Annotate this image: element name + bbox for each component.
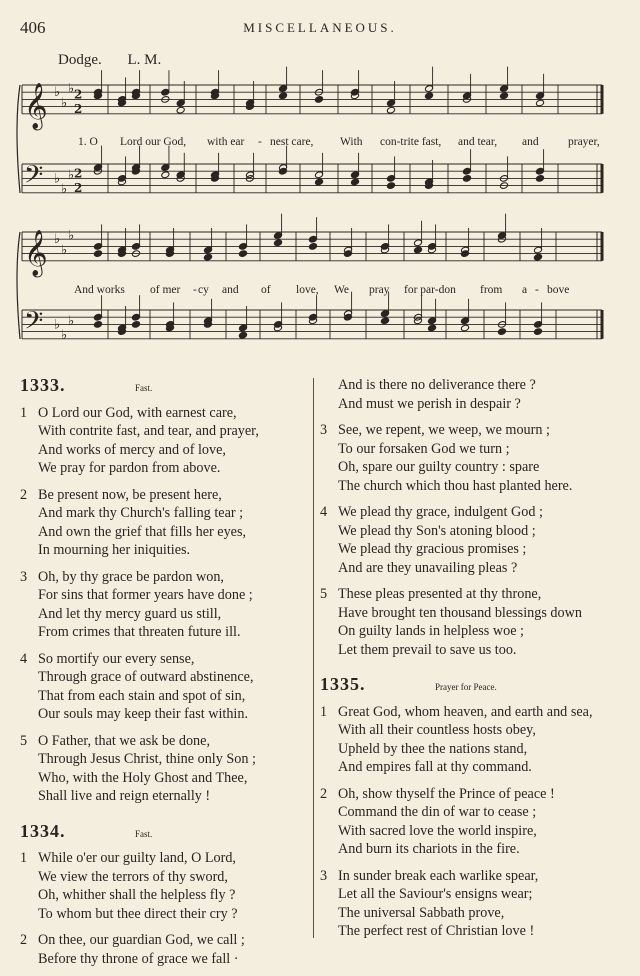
note-head: [351, 178, 360, 186]
verse-text: Great God, whom heaven, and earth and sea,: [338, 703, 593, 720]
lyric-syllable: -: [193, 284, 197, 296]
stanza-line: And burn its chariots in the fire.: [338, 841, 520, 857]
note-head: [239, 331, 248, 339]
stanza-line: Command the din of war to cease ;: [338, 804, 537, 820]
stanza-line: [320, 503, 620, 522]
stanza-line: [320, 703, 620, 722]
note-head: [534, 253, 543, 261]
lyric-syllable: and: [522, 136, 539, 148]
note-head: [387, 175, 396, 183]
hymn-number: 1333.: [20, 375, 66, 395]
note-head: [500, 92, 509, 100]
note-head: [425, 85, 434, 93]
lyric-syllable: prayer,: [568, 136, 600, 148]
running-head: MISCELLANEOUS.: [243, 20, 397, 35]
note-head: [387, 182, 396, 190]
stanza-line: [20, 568, 310, 587]
stanza-line: Through grace of outward abstinence,: [38, 669, 254, 685]
hymn-topic: Fast.: [135, 383, 153, 393]
stanza-line: With all their countless hosts obey,: [338, 722, 536, 738]
stanza-line: We plead thy gracious promises ;: [338, 541, 527, 557]
note-head: [204, 246, 213, 254]
stanza-line: [20, 650, 310, 669]
stanza: [320, 867, 620, 941]
time-signature-top: 2: [74, 166, 83, 181]
flat-sign: ♭: [61, 96, 68, 111]
stanza-line: The universal Sabbath prove,: [338, 904, 505, 921]
hymn-header: [20, 822, 310, 844]
note-head: [534, 328, 543, 336]
bass-clef: 𝄢: [24, 160, 44, 196]
stanza-line: We plead thy Son's atoning blood ;: [338, 522, 536, 539]
stanza-line: [320, 585, 620, 604]
lyric-syllable: con-trite fast,: [380, 136, 442, 148]
stanza-line: Shall live and reign eternally !: [38, 788, 211, 804]
flat-sign: ♭: [61, 182, 68, 198]
stanza-line: [20, 404, 310, 423]
bass-clef: 𝄢: [24, 306, 44, 342]
lyric-syllable: With: [340, 136, 363, 148]
stanza-line: Have brought ten thousand blessings down: [338, 604, 582, 621]
hymn-number: 1334.: [20, 820, 66, 841]
verse-number: 2: [320, 785, 328, 802]
note-head: [176, 99, 185, 107]
hymn-topic: Fast.: [135, 828, 153, 839]
stanza-line: And must we perish in despair ?: [338, 395, 521, 412]
note-head: [132, 321, 141, 329]
stanza-line: Our souls may keep their fast within.: [38, 706, 249, 722]
note-head: [94, 321, 103, 329]
verse-number: 5: [20, 732, 28, 749]
verse-text: So mortify our every sense,: [38, 650, 195, 667]
stanza-line: For sins that former years have done ;: [38, 587, 253, 603]
lyric-syllable: bove: [547, 284, 570, 296]
note-head: [309, 235, 318, 243]
stanza-line: [20, 486, 310, 505]
note-head: [94, 250, 103, 258]
stanza: [320, 703, 620, 777]
lyric-syllable: of mer: [150, 284, 181, 296]
verse-text: We plead thy grace, indulgent God ;: [338, 504, 543, 520]
stanza-line: That from each stain and spot of sin,: [38, 687, 246, 704]
verse-number: 3: [20, 568, 28, 585]
verse-text: On thee, our guardian God, we call ;: [38, 932, 245, 948]
note-head: [94, 243, 103, 251]
flat-sign: ♭: [68, 313, 75, 329]
lyric-syllable: -: [258, 136, 262, 148]
stanza-line: From crimes that threaten future ill.: [38, 624, 241, 640]
stanza: [20, 650, 310, 724]
stanza: [20, 849, 310, 923]
lyric-syllable: pray: [369, 284, 390, 296]
verse-text: While o'er our guilty land, O Lord,: [38, 850, 236, 866]
verse-text: Be present now, be present here,: [38, 486, 222, 503]
note-head: [387, 106, 396, 114]
time-signature-bottom: 2: [74, 101, 83, 116]
verse-text: Oh, show thyself the Prince of peace !: [338, 785, 555, 802]
note-head: [534, 321, 543, 329]
stanza-line: [20, 849, 310, 868]
note-head: [132, 313, 141, 321]
note-head: [239, 250, 248, 258]
note-head: [428, 324, 437, 332]
time-signature-top: 2: [74, 87, 83, 102]
lyric-syllable: cy: [198, 284, 209, 296]
verse-number: 2: [20, 486, 28, 503]
lyric-syllable: nest care,: [270, 136, 314, 148]
note-head: [279, 85, 288, 93]
lyric-syllable: Lord our God,: [120, 136, 187, 148]
flat-sign: ♭: [54, 317, 61, 333]
note-head: [274, 239, 283, 247]
note-head: [536, 167, 545, 175]
stanza-line: To whom but thee direct their cry ?: [38, 905, 238, 922]
system-brace: [17, 232, 20, 339]
stanza: [320, 503, 620, 577]
note-head: [387, 99, 396, 107]
left-column: [20, 376, 310, 976]
stanza-line: [320, 421, 620, 440]
note-head: [536, 92, 545, 100]
flat-sign: ♭: [68, 81, 75, 97]
stanza-line: Upheld by thee the nations stand,: [338, 740, 528, 757]
stanza: [320, 421, 620, 495]
verse-number: 4: [20, 650, 28, 667]
stanza-line: And let thy mercy guard us still,: [38, 605, 222, 622]
stanza-line: With contrite fast, and tear, and prayer,: [38, 423, 259, 439]
verse-number: 1: [20, 850, 28, 866]
treble-clef: 𝄞: [24, 229, 48, 276]
note-head: [309, 243, 318, 251]
stanza-line: [320, 867, 620, 886]
flat-sign: ♭: [61, 243, 68, 258]
note-head: [381, 310, 390, 318]
stanza-continued: [320, 376, 620, 413]
note-head: [498, 328, 507, 336]
lyric-syllable: love,: [296, 284, 319, 296]
lyric-syllable: We: [334, 284, 350, 296]
verse-number: 3: [320, 867, 328, 884]
stanza-line: And is there no deliverance there ?: [338, 377, 536, 393]
note-head: [536, 175, 545, 183]
flat-sign: ♭: [68, 167, 75, 183]
stanza: [20, 486, 310, 560]
lyric-syllable: and: [222, 284, 239, 296]
verse-number: 3: [320, 422, 328, 438]
lyric-syllable: of: [261, 284, 271, 296]
stanza: [320, 585, 620, 659]
stanza-line: Who, with the Holy Ghost and Thee,: [38, 769, 248, 786]
stanza-line: And works of mercy and of love,: [38, 441, 226, 458]
note-head: [176, 106, 185, 114]
tune-meter: L. M.: [127, 52, 162, 68]
note-head: [239, 324, 248, 332]
verse-text: In sunder break each warlike spear,: [338, 867, 539, 884]
verse-number: 4: [320, 504, 328, 520]
note-head: [161, 88, 170, 96]
note-head: [428, 317, 437, 325]
verse-text: O Father, that we ask be done,: [38, 732, 210, 749]
note-head: [161, 164, 170, 172]
note-head: [279, 92, 288, 100]
flat-sign: ♭: [54, 171, 61, 187]
tune-name: Dodge.: [58, 52, 102, 68]
stanza-line: [20, 931, 310, 950]
hymn-topic: Prayer for Peace.: [435, 682, 497, 692]
note-head: [414, 239, 423, 247]
stanza: [20, 931, 310, 968]
note-head: [536, 99, 545, 107]
lyric-syllable: -: [535, 284, 539, 296]
verse-number: 2: [20, 932, 28, 948]
note-head: [94, 313, 103, 321]
lyric-syllable: for par-don: [404, 284, 456, 296]
lyric-syllable: And works: [74, 284, 125, 296]
flat-sign: ♭: [54, 232, 61, 248]
note-head: [463, 167, 472, 175]
note-head: [500, 85, 509, 93]
hymn-number: 1335.: [320, 674, 366, 694]
stanza-line: The perfect rest of Christian love !: [338, 923, 535, 939]
stanza-line: We pray for pardon from above.: [38, 460, 221, 476]
stanza: [20, 568, 310, 642]
hymn-header: [320, 675, 620, 697]
stanza-line: With sacred love the world inspire,: [338, 822, 537, 839]
note-head: [461, 324, 470, 332]
stanza-line: Let them prevail to save us too.: [338, 641, 517, 658]
verse-number: 1: [320, 703, 328, 720]
verse-text: Oh, by thy grace be pardon won,: [38, 568, 224, 585]
stanza: [20, 732, 310, 806]
note-head: [274, 232, 283, 240]
system-brace: [17, 85, 20, 193]
note-head: [315, 96, 324, 104]
note-head: [315, 178, 324, 186]
flat-sign: ♭: [54, 85, 61, 101]
verse-text: These pleas presented at thy throne,: [338, 586, 542, 602]
stanza-line: On guilty lands in helpless woe ;: [338, 623, 524, 639]
stanza: [20, 404, 310, 478]
note-head: [132, 243, 141, 251]
note-head: [414, 246, 423, 254]
right-column: [320, 376, 620, 949]
note-head: [315, 171, 324, 179]
stanza-line: Before thy throne of grace we fall ·: [38, 950, 239, 967]
flat-sign: ♭: [68, 228, 75, 244]
note-head: [351, 171, 360, 179]
stanza-line: We view the terrors of thy sword,: [38, 868, 228, 885]
stanza-line: To our forsaken God we turn ;: [338, 440, 510, 457]
verse-number: 1: [20, 404, 28, 421]
lyric-syllable: a: [522, 284, 528, 296]
note-head: [161, 171, 170, 179]
stanza-line: In mourning her iniquities.: [38, 542, 191, 558]
stanza: [320, 785, 620, 859]
verse-text: See, we repent, we weep, we mourn ;: [338, 422, 550, 438]
treble-clef: 𝄞: [24, 82, 48, 129]
lyric-syllable: 1. O: [78, 136, 98, 148]
stanza-line: And are they unavailing pleas ?: [338, 559, 518, 576]
stanza-line: Oh, whither shall the helpless fly ?: [38, 887, 236, 903]
stanza-line: And mark thy Church's falling tear ;: [38, 505, 244, 521]
note-head: [461, 317, 470, 325]
hymn-header: [20, 376, 310, 398]
stanza-line: Let all the Saviour's ensigns wear;: [338, 886, 533, 902]
stanza-line: And own the grief that fills her eyes,: [38, 523, 247, 540]
lyric-syllable: from: [480, 284, 503, 296]
note-head: [204, 253, 213, 261]
stanza-line: [20, 732, 310, 751]
stanza-line: The church which thou hast planted here.: [338, 477, 573, 494]
music-score: [0, 0, 640, 370]
lyric-syllable: and tear,: [458, 136, 498, 148]
column-divider: [313, 378, 314, 938]
stanza-line: And empires fall at thy command.: [338, 759, 532, 775]
note-head: [381, 317, 390, 325]
lyric-syllable: with ear: [207, 136, 245, 148]
time-signature-bottom: 2: [74, 180, 83, 195]
stanza-line: Through Jesus Christ, thine only Son ;: [38, 751, 256, 767]
stanza-line: Oh, spare our guilty country : spare: [338, 459, 540, 475]
verse-text: O Lord our God, with earnest care,: [38, 404, 237, 421]
flat-sign: ♭: [61, 328, 68, 344]
page-number: 406: [20, 18, 46, 37]
note-head: [463, 175, 472, 183]
stanza-line: [320, 785, 620, 804]
verse-number: 5: [320, 586, 328, 602]
note-head: [425, 92, 434, 100]
note-head: [534, 246, 543, 254]
note-head: [239, 243, 248, 251]
